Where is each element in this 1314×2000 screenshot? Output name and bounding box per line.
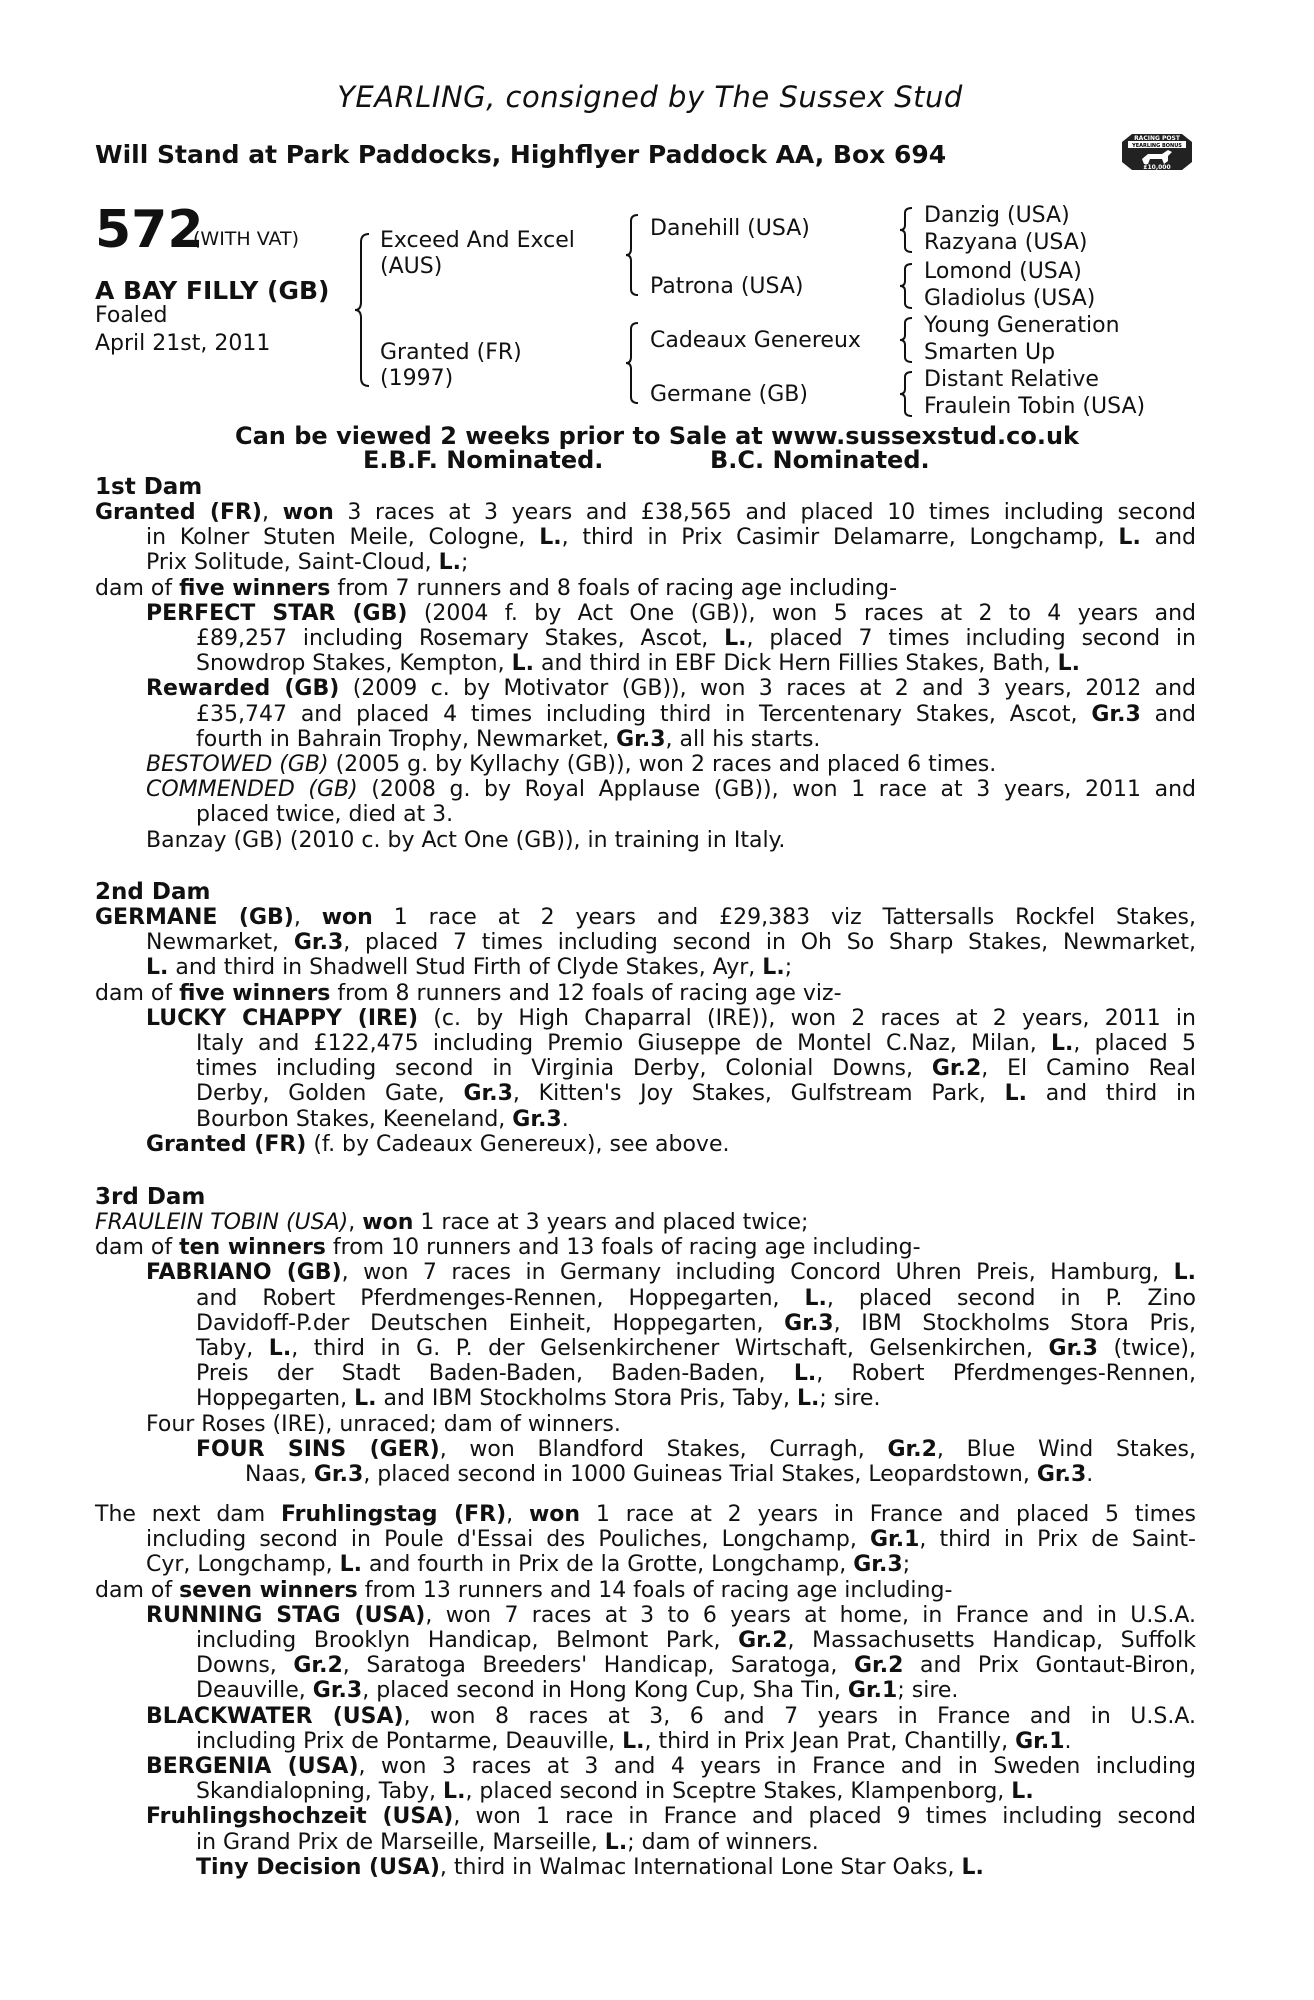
text-segment: from 13 runners and 14 foals of racing age including- [357, 1577, 953, 1603]
bold-segment: BERGENIA (USA) [146, 1754, 359, 1779]
text-segment: including Brooklyn Handicap, Belmont Park, [196, 1628, 739, 1653]
foaled-date: April 21st, 2011 [95, 331, 271, 356]
bold-segment: Granted (FR) [95, 500, 262, 525]
bold-segment: L. [354, 1386, 377, 1412]
sire-name: Exceed And Excel [380, 228, 575, 253]
bold-segment: L. [1173, 1260, 1196, 1286]
bold-segment: L. [1011, 1779, 1034, 1805]
bold-segment: Gr.3 [313, 1462, 364, 1487]
horse-name: A BAY FILLY (GB) [95, 276, 330, 305]
pedigree-sire-sire: Danehill (USA) [650, 216, 810, 241]
text-line [196, 1729, 1072, 1754]
text-line [146, 1603, 1196, 1628]
text-line [146, 1704, 1196, 1729]
text-segment: , Massachusetts Handicap, Suffolk [787, 1628, 1196, 1653]
ebf-nominated: E.B.F. Nominated. [363, 446, 604, 474]
location-line: Will Stand at Park Paddocks, Highflyer Paddock AA, Box 694 [95, 140, 947, 169]
dam-year: (1997) [380, 366, 454, 391]
text-segment: and Robert Pferdmenges-Rennen, Hoppegarten, [196, 1285, 805, 1311]
bold-segment: Gr.3 [1036, 1462, 1087, 1487]
text-segment: Skandialopning, Taby, [196, 1779, 444, 1805]
text-segment: (c. by High Chaparral (IRE)), won 2 races at 2 years, 2011 in [418, 1005, 1196, 1031]
text-segment: , third in Prix Jean Prat, Chantilly, [644, 1728, 1016, 1754]
text-segment: , [348, 1210, 363, 1235]
text-segment: Italy and £122,475 including Premio Giuseppe de Montel C.Naz, Milan, [196, 1031, 1051, 1056]
text-segment: , third in Prix Casimir Delamarre, Longchamp, [561, 525, 1119, 551]
text-line [146, 1006, 1196, 1031]
bold-segment: Gr.2 [931, 1056, 982, 1082]
text-segment: , won 7 races at 3 to 6 years at home, in France and in U.S.A. [425, 1602, 1196, 1628]
italic-segment: COMMENDED (GB) [146, 777, 358, 803]
bold-segment: RUNNING STAG (USA) [146, 1602, 426, 1628]
bold-segment: L. [268, 1336, 292, 1361]
text-line [196, 1437, 1196, 1462]
text-segment: in Kolner Stuten Meile, Cologne, [146, 525, 540, 551]
bold-segment: Gr.1 [869, 1527, 920, 1553]
text-segment: 1 race at 3 years and placed twice; [413, 1210, 809, 1235]
text-line [146, 1412, 621, 1437]
bold-segment: ten winners [179, 1235, 326, 1261]
badge-text-bottom: £10,000 [1143, 164, 1171, 171]
badge-text-top: RACING POST [1134, 135, 1180, 142]
bold-segment: Gr.3 [293, 930, 344, 956]
text-segment: , Blue Wind Stakes, [936, 1436, 1196, 1462]
text-segment: and fourth in Prix de la Grotte, Longchamp, [361, 1552, 854, 1578]
text-segment: Deauville, [196, 1678, 313, 1704]
text-line [146, 525, 1196, 550]
viewing-note: Can be viewed 2 weeks prior to Sale at www.sussexstud.co.uk [235, 422, 1079, 450]
text-segment: Downs, [196, 1653, 294, 1679]
italic-segment: FRAULEIN TOBIN (USA) [95, 1210, 349, 1235]
text-line [146, 1527, 1196, 1552]
text-segment: Snowdrop Stakes, Kempton, [196, 651, 512, 677]
text-segment: , won 3 races at 3 and 4 years in France and in Sweden including [358, 1754, 1197, 1779]
text-line [146, 777, 1196, 802]
text-segment: (2005 g. by Kyllachy (GB)), won 2 races and placed 6 times. [328, 752, 997, 777]
bold-segment: L. [511, 651, 534, 677]
text-segment: 1 race at 2 years in France and placed 5 times [580, 1502, 1196, 1527]
text-segment: (2004 f. by Act One (GB)), won 5 races at 2 to 4 years and [407, 600, 1196, 626]
text-segment: Newmarket, [146, 930, 294, 956]
text-line [196, 702, 1196, 727]
text-segment: including Prix de Pontarme, Deauville, [196, 1728, 623, 1754]
bold-segment: Rewarded (GB) [146, 676, 340, 702]
text-segment: ; [902, 1552, 911, 1578]
text-segment: ; sire. [819, 1386, 881, 1412]
pedigree-brace-3c [900, 316, 916, 364]
bold-segment: Gr.2 [853, 1653, 904, 1679]
text-line [196, 1628, 1196, 1653]
text-segment: Derby, Golden Gate, [196, 1081, 464, 1107]
text-segment: Taby, [196, 1336, 269, 1361]
bold-segment: PERFECT STAR (GB) [146, 600, 408, 626]
bold-segment: L. [1057, 651, 1080, 677]
text-line [196, 1855, 984, 1880]
text-segment: times including second in Virginia Derby, Colonial Downs, [196, 1056, 932, 1082]
bold-segment: L. [622, 1728, 645, 1754]
bold-segment: L. [804, 1285, 827, 1311]
text-segment: dam of [95, 1235, 180, 1261]
pedigree-g7: Distant Relative [924, 367, 1099, 392]
text-segment: . [1064, 1728, 1072, 1754]
pedigree-brace-3b [900, 262, 916, 310]
text-line [196, 1653, 1196, 1678]
text-line [95, 981, 842, 1006]
bold-segment: L. [604, 1829, 628, 1855]
text-segment: Naas, [245, 1462, 314, 1487]
pedigree-brace-3d [900, 370, 916, 418]
pedigree-dam-sire: Cadeaux Genereux [650, 328, 861, 353]
pedigree-g5: Young Generation [924, 313, 1120, 338]
text-segment: , placed second in 1000 Guineas Trial Stakes, Leopardstown, [363, 1462, 1037, 1487]
text-line [196, 1386, 880, 1411]
text-segment: and third in [1027, 1081, 1196, 1107]
text-segment: fourth in Bahrain Trophy, Newmarket, [196, 726, 617, 752]
text-line [146, 1552, 910, 1577]
bold-segment: five winners [179, 980, 331, 1006]
bold-segment: Gr.2 [738, 1628, 788, 1653]
text-line [196, 727, 820, 752]
text-line [95, 1502, 1196, 1527]
bold-segment: L. [796, 1386, 820, 1412]
bc-nominated: B.C. Nominated. [710, 446, 930, 474]
text-segment: The next dam [95, 1502, 282, 1527]
bold-segment: BLACKWATER (USA) [146, 1703, 404, 1729]
text-segment: , third in Walmac International Lone Star Oaks, [439, 1854, 962, 1880]
text-line [196, 1779, 1034, 1804]
text-line [95, 1210, 808, 1235]
text-segment: (2008 g. by Royal Applause (GB)), won 1 race at 3 years, 2011 and [357, 777, 1196, 803]
text-segment: , all his starts. [665, 726, 821, 752]
text-line [196, 651, 1080, 676]
bold-segment: L. [724, 626, 747, 651]
bold-segment: Gr.1 [847, 1678, 898, 1704]
pedigree-g4: Gladiolus (USA) [924, 286, 1096, 311]
text-segment: , Kitten's Joy Stakes, Gulfstream Park, [512, 1081, 1005, 1107]
text-segment: , placed 7 times including second in [746, 626, 1196, 651]
text-segment: and Prix Gontaut-Biron, [903, 1653, 1196, 1679]
dam-name: Granted (FR) [380, 340, 522, 365]
text-segment: , placed 7 times including second in Oh So Sharp Stakes, Newmarket, [343, 930, 1197, 956]
text-segment: (2009 c. by Motivator (GB)), won 3 races at 2 and 3 years, 2012 and [339, 676, 1196, 702]
text-segment: Bourbon Stakes, Keeneland, [196, 1106, 513, 1132]
text-line [146, 676, 1196, 701]
bold-segment: L. [539, 525, 562, 551]
bold-segment: Fruhlingstag (FR) [281, 1502, 507, 1527]
bold-segment: Gr.1 [1015, 1728, 1065, 1754]
text-segment: , El Camino Real [981, 1056, 1197, 1082]
text-segment: , third in Prix de Saint- [919, 1527, 1196, 1553]
foaled-label: Foaled [95, 303, 168, 328]
bold-segment: Granted (FR) [146, 1131, 307, 1157]
text-segment: placed twice, died at 3. [196, 802, 454, 828]
text-segment: ; sire. [897, 1678, 959, 1704]
text-line [146, 955, 792, 980]
text-segment: , Saratoga Breeders' Handicap, Saratoga, [342, 1653, 854, 1679]
text-line [95, 1235, 921, 1260]
text-segment: , placed second in P. Zino [826, 1285, 1196, 1311]
bold-segment: Fruhlingshochzeit (USA) [146, 1804, 454, 1830]
text-segment: , IBM Stockholms Stora Pris, [833, 1310, 1196, 1336]
bold-segment: seven winners [179, 1577, 358, 1603]
text-segment: from 8 runners and 12 foals of racing age viz- [330, 980, 842, 1006]
text-line [196, 1286, 1196, 1311]
text-segment: , third in G. P. der Gelsenkirchener Wirtschaft, Gelsenkirchen, [291, 1336, 1049, 1361]
text-line [196, 1678, 958, 1703]
text-line [196, 1031, 1196, 1056]
bold-segment: won [528, 1502, 581, 1527]
text-line [95, 576, 897, 601]
pedigree-g2: Razyana (USA) [924, 230, 1088, 255]
text-line [146, 1132, 729, 1157]
bold-segment: Gr.3 [1048, 1336, 1098, 1361]
text-segment: . [1086, 1462, 1094, 1487]
pedigree-brace-2b [626, 320, 642, 406]
italic-segment: BESTOWED (GB) [146, 752, 329, 777]
text-line [196, 1361, 1196, 1386]
bold-segment: L. [1004, 1081, 1028, 1107]
text-segment: from 10 runners and 13 foals of racing age including- [325, 1235, 921, 1261]
third-dam-heading: 3rd Dam [95, 1184, 206, 1210]
text-line [196, 1311, 1196, 1336]
text-segment: , won 8 races at 3, 6 and 7 years in France and in U.S.A. [403, 1703, 1196, 1729]
bold-segment: Gr.2 [293, 1653, 343, 1679]
text-segment: , won Blandford Stakes, Curragh, [439, 1436, 888, 1462]
lot-vat: (WITH VAT) [193, 228, 300, 250]
bold-segment: Gr.3 [463, 1081, 513, 1107]
consignment-heading: YEARLING, consigned by The Sussex Stud [337, 80, 963, 114]
text-segment: Four Roses (IRE), unraced; dam of winners. [146, 1411, 621, 1437]
text-segment: , [506, 1502, 529, 1527]
text-segment: (twice), [1097, 1336, 1197, 1361]
text-line [146, 1260, 1196, 1285]
bold-segment: LUCKY CHAPPY (IRE) [146, 1005, 419, 1031]
text-line [196, 1336, 1196, 1361]
bold-segment: Gr.3 [853, 1552, 903, 1578]
text-segment: Prix Solitude, Saint-Cloud, [146, 550, 439, 576]
text-segment: ; [461, 550, 469, 576]
text-segment: and third in Shadwell Stud Firth of Clyde Stakes, Ayr, [168, 955, 763, 981]
bold-segment: Gr.3 [1091, 701, 1141, 727]
pedigree-brace-2a [626, 212, 642, 298]
badge-text-mid: YEARLING BONUS [1132, 143, 1182, 149]
pedigree-dam [380, 340, 522, 392]
text-line [146, 550, 468, 575]
text-segment: (f. by Cadeaux Genereux), see above. [306, 1131, 730, 1157]
pedigree-g3: Lomond (USA) [924, 259, 1082, 284]
pedigree-dam-dam: Germane (GB) [650, 382, 808, 407]
foaled-info [95, 302, 270, 358]
text-segment: Preis der Stadt Baden-Baden, Baden-Baden, [196, 1361, 794, 1387]
pedigree-g1: Danzig (USA) [924, 203, 1070, 228]
text-segment: and IBM Stockholms Stora Pris, Taby, [376, 1386, 797, 1412]
bold-segment: L. [961, 1854, 984, 1880]
text-line [196, 1056, 1196, 1081]
bold-segment: L. [1118, 525, 1141, 551]
text-line [146, 828, 785, 853]
text-segment: 1 race at 2 years and £29,383 viz Tattersalls Rockfel Stakes, [372, 905, 1196, 930]
text-line [196, 1830, 819, 1855]
bold-segment: Gr.3 [616, 726, 666, 752]
text-segment: £35,747 and placed 4 times including third in Tercentenary Stakes, Ascot, [196, 701, 1092, 727]
text-segment: and [1140, 701, 1196, 727]
bold-segment: five winners [179, 575, 331, 601]
bold-segment: GERMANE (GB) [95, 905, 294, 930]
text-line [146, 601, 1196, 626]
text-segment: Banzay (GB) (2010 c. by Act One (GB)), in training in Italy. [146, 827, 786, 853]
bold-segment: Tiny Decision (USA) [196, 1854, 440, 1880]
pedigree-sire [380, 228, 575, 280]
bold-segment: Gr.3 [784, 1310, 834, 1336]
bold-segment: Gr.2 [887, 1436, 937, 1462]
text-segment: , placed 5 [1073, 1031, 1196, 1056]
pedigree-brace-3a [900, 206, 916, 254]
pedigree-sire-dam: Patrona (USA) [650, 274, 804, 299]
bold-segment: L. [762, 955, 785, 981]
text-segment: dam of [95, 575, 180, 601]
bold-segment: won [362, 1210, 414, 1235]
bold-segment: FOUR SINS (GER) [196, 1436, 440, 1462]
text-segment: Cyr, Longchamp, [146, 1552, 340, 1578]
sire-origin: (AUS) [380, 254, 443, 279]
bold-segment: won [282, 500, 334, 525]
text-segment: 3 races at 3 years and £38,565 and placed 10 times including second [333, 500, 1196, 525]
text-segment: and [1140, 525, 1196, 551]
text-segment: dam of [95, 1577, 180, 1603]
text-line [95, 905, 1196, 930]
text-line [146, 1754, 1196, 1779]
yearling-bonus-badge-icon [1118, 128, 1196, 176]
text-segment: , [293, 905, 322, 930]
text-segment: , won 7 races in Germany including Concord Uhren Preis, Hamburg, [341, 1260, 1174, 1286]
text-line [146, 930, 1196, 955]
text-segment: , won 1 race in France and placed 9 times including second [453, 1804, 1196, 1830]
first-dam-heading: 1st Dam [95, 474, 203, 500]
text-segment: , placed second in Hong Kong Cup, Sha Tin, [362, 1678, 848, 1704]
bold-segment: L. [438, 550, 462, 576]
text-segment: . [561, 1106, 569, 1132]
bold-segment: L. [146, 955, 169, 981]
bold-segment: FABRIANO (GB) [146, 1260, 342, 1286]
text-line [196, 1107, 569, 1132]
bold-segment: Gr.3 [312, 1678, 363, 1704]
text-segment: ; [784, 955, 793, 981]
bold-segment: won [321, 905, 373, 930]
lot-number: 572 [95, 200, 204, 260]
pedigree-brace-1 [355, 230, 375, 390]
text-line [196, 1081, 1196, 1106]
text-line [95, 500, 1196, 525]
bold-segment: L. [443, 1779, 466, 1805]
text-segment: Hoppegarten, [196, 1386, 355, 1412]
bold-segment: Gr.3 [512, 1106, 562, 1132]
text-line [95, 1578, 952, 1603]
text-line [245, 1462, 1093, 1487]
text-segment: dam of [95, 980, 180, 1006]
pedigree-g8: Fraulein Tobin (USA) [924, 394, 1146, 419]
text-line [146, 1804, 1196, 1829]
text-segment: , Robert Pferdmenges-Rennen, [816, 1361, 1196, 1387]
bold-segment: L. [1050, 1031, 1074, 1056]
text-segment: including second in Poule d'Essai des Pouliches, Longchamp, [146, 1527, 870, 1553]
text-segment: in Grand Prix de Marseille, Marseille, [196, 1829, 605, 1855]
text-line [196, 626, 1196, 651]
text-segment: ; dam of winners. [627, 1829, 819, 1855]
bold-segment: L. [339, 1552, 362, 1578]
second-dam-heading: 2nd Dam [95, 879, 211, 905]
bold-segment: L. [793, 1361, 817, 1387]
text-segment: Davidoff-P.der Deutschen Einheit, Hoppegarten, [196, 1310, 785, 1336]
text-line [146, 752, 996, 777]
text-segment: £89,257 including Rosemary Stakes, Ascot, [196, 626, 725, 651]
text-line [196, 802, 453, 827]
text-segment: , placed second in Sceptre Stakes, Klampenborg, [465, 1779, 1012, 1805]
text-segment: and third in EBF Dick Hern Fillies Stakes, Bath, [534, 651, 1058, 677]
text-segment: , [261, 500, 283, 525]
text-segment: from 7 runners and 8 foals of racing age including- [330, 575, 898, 601]
pedigree-g6: Smarten Up [924, 340, 1056, 365]
